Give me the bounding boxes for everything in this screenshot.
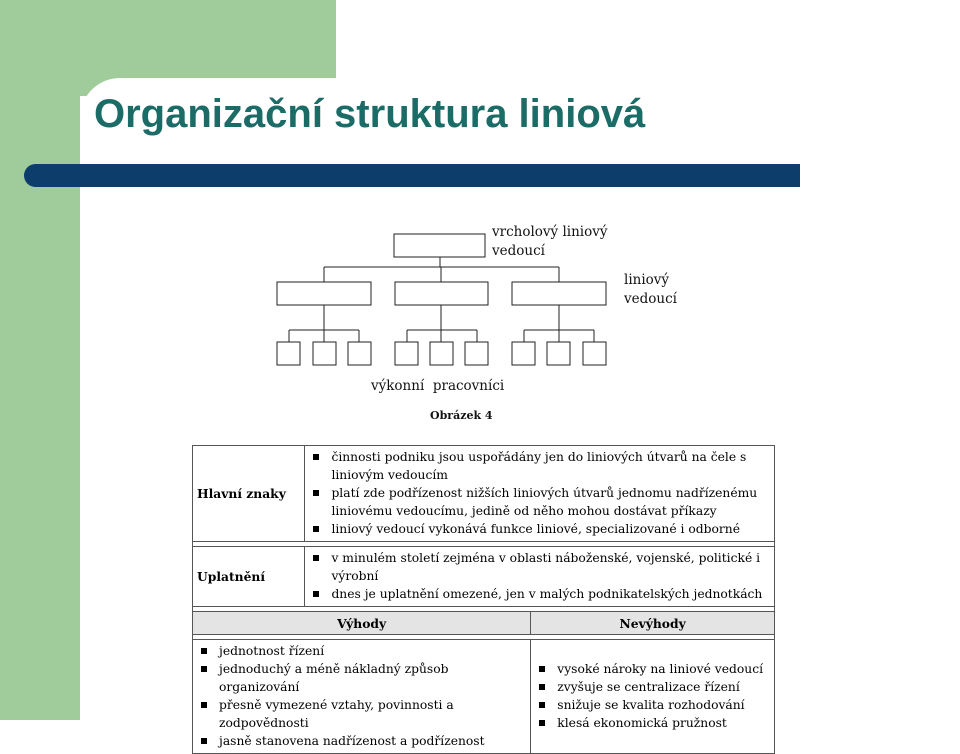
list-item: přesně vymezené vztahy, povinnosti a zodpovědnosti xyxy=(199,696,526,732)
list-item: vysoké nároky na liniové vedoucí xyxy=(537,660,770,678)
characteristics-table xyxy=(192,445,775,754)
line-manager-box xyxy=(512,282,606,305)
disadvantages-header: Nevýhody xyxy=(531,612,775,635)
worker-box xyxy=(465,342,488,365)
row-heading: Hlavní znaky xyxy=(193,446,305,542)
line-manager-box xyxy=(395,282,488,305)
advantages-list xyxy=(193,640,530,753)
row-heading: Uplatnění xyxy=(193,547,305,607)
advantages-header: Výhody xyxy=(193,612,531,635)
list-item: zvyšuje se centralizace řízení xyxy=(537,678,770,696)
row-content xyxy=(305,446,775,542)
line-manager-label-line1: liniový xyxy=(624,272,670,288)
line-manager-label-line2: vedoucí xyxy=(624,291,677,307)
advantages-cell xyxy=(193,640,531,754)
list-item: jasně stanovena nadřízenost a podřízenost xyxy=(199,732,526,750)
worker-box xyxy=(430,342,453,365)
line-manager-box xyxy=(277,282,371,305)
table-header-row xyxy=(193,612,775,635)
list-item: klesá ekonomická pružnost xyxy=(537,714,770,732)
bullet-list xyxy=(305,547,774,606)
row-content xyxy=(305,547,775,607)
list-item: jednotnost řízení xyxy=(199,642,526,660)
top-manager-label-line2: vedoucí xyxy=(492,243,545,259)
list-item: v minulém století zejména v oblasti náboženské, vojenské, politické i výrobní xyxy=(311,549,770,585)
list-item: činnosti podniku jsou uspořádány jen do liniových útvarů na čele s liniovým vedoucím xyxy=(311,448,770,484)
top-manager-label xyxy=(492,223,607,261)
table-row xyxy=(193,547,775,607)
slide-title: Organizační struktura liniová xyxy=(94,92,646,136)
list-item: dnes je uplatnění omezené, jen v malých podnikatelských jednotkách xyxy=(311,585,770,603)
top-manager-box xyxy=(394,234,485,257)
worker-box xyxy=(313,342,336,365)
worker-box xyxy=(348,342,371,365)
worker-box xyxy=(583,342,606,365)
table-row xyxy=(193,446,775,542)
list-item: platí zde podřízenost nižších liniových útvarů jednomu nadřízenému liniovému vedoucímu, jedině od něho mohou dostávat příkazy xyxy=(311,484,770,520)
list-item: liniový vedoucí vykonává funkce liniové, specializované i odborné xyxy=(311,520,770,538)
top-manager-label-line1: vrcholový liniový xyxy=(492,224,608,240)
list-item: snižuje se kvalita rozhodování xyxy=(537,696,770,714)
disadvantages-cell xyxy=(531,640,775,754)
bullet-list xyxy=(305,446,774,541)
disadvantages-list xyxy=(531,658,774,735)
list-item: jednoduchý a méně nákladný způsob organizování xyxy=(199,660,526,696)
worker-box xyxy=(395,342,418,365)
worker-box xyxy=(547,342,570,365)
table-row xyxy=(193,640,775,754)
worker-box xyxy=(277,342,300,365)
figure-caption: Obrázek 4 xyxy=(430,409,493,422)
line-manager-label xyxy=(624,271,677,309)
worker-box xyxy=(512,342,535,365)
workers-label: výkonní pracovníci xyxy=(371,378,505,394)
